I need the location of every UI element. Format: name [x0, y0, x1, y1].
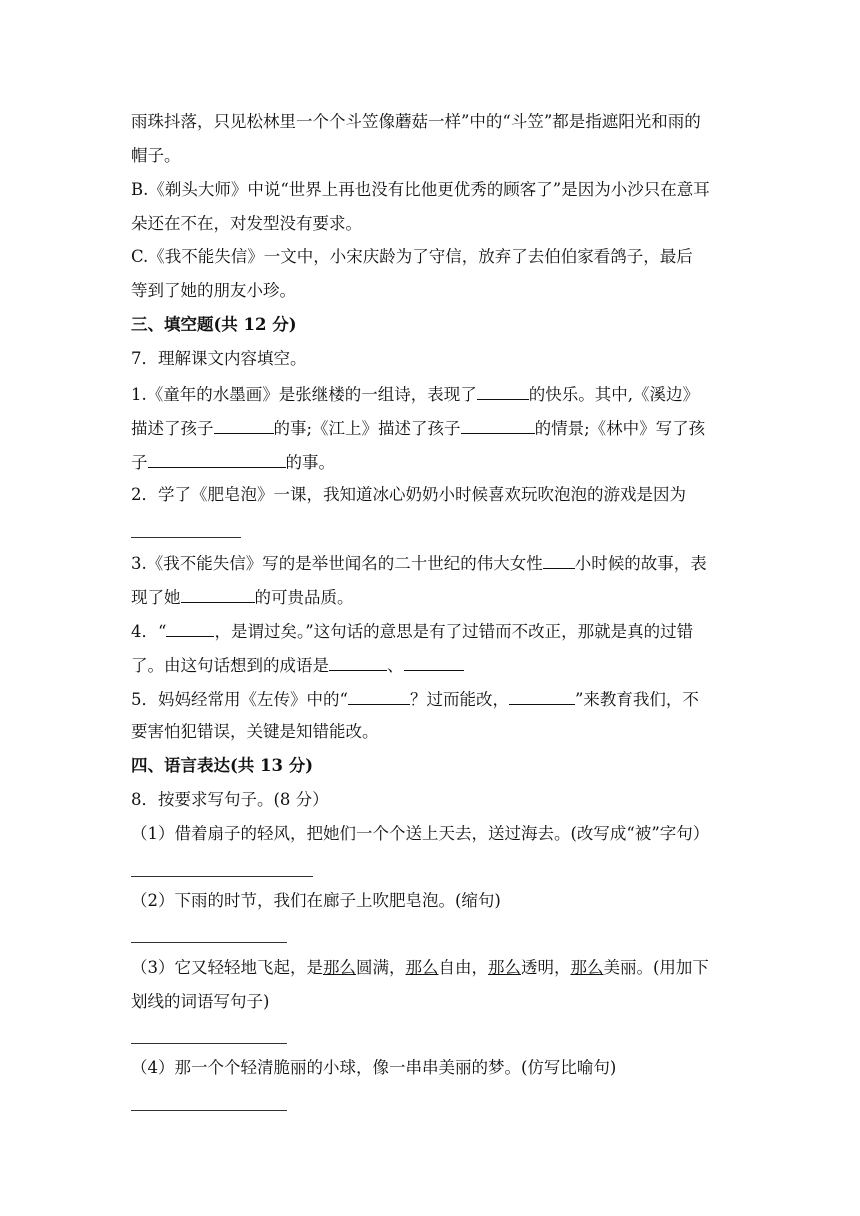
- option-a-line-2: 帽子。: [131, 146, 181, 165]
- text: 、: [387, 656, 404, 675]
- underlined-word: 那么: [570, 958, 604, 977]
- q8-title: 8．按要求写句子。(8 分）: [131, 790, 329, 809]
- fill-blank[interactable]: [166, 618, 214, 637]
- fill-blank[interactable]: [348, 686, 410, 705]
- q7-item-1-line-1: [131, 381, 699, 407]
- text: 3.《我不能失信》写的是举世闻名的二十世纪的伟大女性: [131, 554, 543, 573]
- answer-line[interactable]: [131, 942, 287, 943]
- q7-item-1-line-2: [131, 415, 705, 441]
- text: ”来教育我们，不: [574, 690, 699, 709]
- answer-line[interactable]: [131, 876, 313, 877]
- q7-item-3-line-1: [131, 550, 707, 576]
- section-4-title: 四、语言表达(共 13 分): [131, 756, 314, 775]
- answer-line[interactable]: [131, 1043, 287, 1044]
- fill-blank[interactable]: [404, 652, 464, 671]
- q8-sentence-4: （4）那一个个轻清脆丽的小球，像一串串美丽的梦。(仿写比喻句): [131, 1058, 617, 1077]
- fill-blank[interactable]: [181, 584, 255, 603]
- text: 子: [131, 453, 148, 472]
- text: 5．妈妈经常用《左传》中的“: [131, 690, 348, 709]
- option-c-line-1: C.《我不能失信》一文中，小宋庆龄为了守信，放弃了去伯伯家看鸽子，最后: [131, 247, 693, 266]
- q8-sentence-2: （2）下雨的时节，我们在廊子上吹肥皂泡。(缩句): [131, 891, 501, 910]
- text: 的事;《江上》描述了孩子: [273, 419, 461, 438]
- q8-sentence-3-line-1: [131, 956, 709, 980]
- fill-blank[interactable]: [461, 415, 535, 434]
- q7-item-4-line-2: [131, 652, 464, 678]
- text: （3）它又轻轻地飞起，是: [131, 958, 323, 977]
- text: 小时候的故事，表: [574, 554, 707, 573]
- text: 4．“: [131, 622, 167, 641]
- text: ，是谓过矣。”这句话的意思是有了过错而不改正，那就是真的过错: [214, 622, 694, 641]
- text: 的事。: [285, 453, 335, 472]
- option-c-line-2: 等到了她的朋友小珍。: [131, 281, 296, 300]
- fill-blank[interactable]: [148, 449, 286, 468]
- answer-line[interactable]: [131, 537, 241, 538]
- fill-blank[interactable]: [214, 415, 274, 434]
- underlined-word: 那么: [405, 958, 439, 977]
- text: 描述了孩子: [131, 419, 214, 438]
- text: 的快乐。其中,《溪边》: [528, 385, 699, 404]
- q8-sentence-3-line-2: 划线的词语写句子): [131, 992, 270, 1011]
- fill-blank[interactable]: [477, 381, 529, 400]
- section-3-title: 三、填空题(共 12 分): [131, 315, 297, 334]
- text: 1.《童年的水墨画》是张继楼的一组诗，表现了: [131, 385, 477, 404]
- q7-item-5-line-1: [131, 686, 699, 712]
- fill-blank[interactable]: [543, 550, 575, 569]
- text: 的情景;《林中》写了孩: [534, 419, 706, 438]
- text: ？过而能改，: [409, 690, 509, 709]
- text: 自由，: [438, 958, 488, 977]
- text: 透明，: [521, 958, 571, 977]
- q8-sentence-1: （1）借着扇子的轻风，把她们一个个送上天去，送过海去。(改写成“被”字句）: [131, 824, 710, 843]
- option-a-line-1: 雨珠抖落，只见松林里一个个斗笠像蘑菇一样”中的“斗笠”都是指遮阳光和雨的: [131, 112, 701, 131]
- q7-item-5-line-2: 要害怕犯错误，关键是知错能改。: [131, 722, 379, 741]
- text: 的可贵品质。: [254, 588, 354, 607]
- q7-title: 7．理解课文内容填空。: [131, 349, 307, 368]
- fill-blank[interactable]: [509, 686, 575, 705]
- q7-item-2: 2．学了《肥皂泡》一课，我知道冰心奶奶小时候喜欢玩吹泡泡的游戏是因为: [131, 485, 686, 504]
- fill-blank[interactable]: [329, 652, 387, 671]
- text: 美丽。(用加下: [603, 958, 709, 977]
- text: 现了她: [131, 588, 181, 607]
- answer-line[interactable]: [131, 1110, 287, 1111]
- option-b-line-1: B.《剃头大师》中说“世界上再也没有比他更优秀的顾客了”是因为小沙只在意耳: [131, 180, 710, 199]
- q7-item-4-line-1: [131, 618, 693, 644]
- underlined-word: 那么: [488, 958, 521, 977]
- option-b-line-2: 朵还在不在，对发型没有要求。: [131, 214, 362, 233]
- q7-item-1-line-3: [131, 449, 335, 475]
- text: 了。由这句话想到的成语是: [131, 656, 329, 675]
- text: 圆满，: [356, 958, 406, 977]
- q7-item-3-line-2: [131, 584, 354, 610]
- underlined-word: 那么: [323, 958, 356, 977]
